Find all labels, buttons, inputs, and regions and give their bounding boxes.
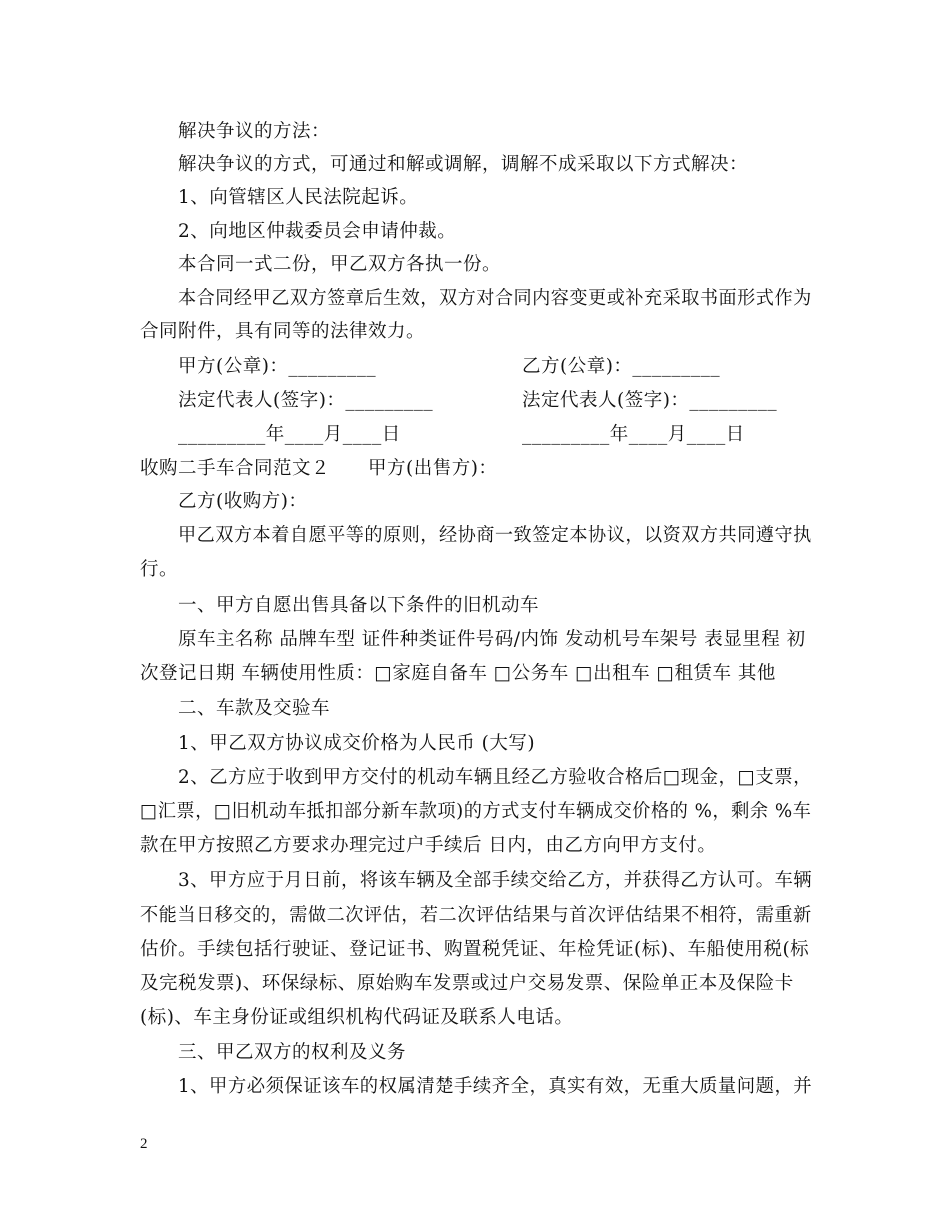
paragraph-line: (标)、车主身份证或组织机构代码证及联系人电话。	[140, 1007, 574, 1028]
paragraph-line: 2、向地区仲裁委员会申请仲裁。	[178, 221, 457, 242]
party-a-representative: 法定代表人(签字)：_________	[178, 390, 434, 411]
section-heading: 三、甲乙双方的权利及义务	[178, 1042, 407, 1063]
paragraph-line: 3、甲方应于月日前，将该车辆及全部手续交给乙方，并获得乙方认可。车辆	[178, 870, 813, 891]
paragraph-line: 甲乙双方本着自愿平等的原则，经协商一致签定本协议，以资双方共同遵守执	[178, 525, 812, 546]
paragraph-line: 本合同经甲乙双方签章后生效，双方对合同内容变更或补充采取书面形式作为	[178, 288, 812, 309]
paragraph-line: 1、向管辖区人民法院起诉。	[178, 187, 419, 208]
paragraph-line: □汇票，□旧机动车抵扣部分新车款项)的方式支付车辆成交价格的 %，剩余 %车	[140, 801, 812, 822]
party-b-representative: 法定代表人(签字)：_________	[522, 390, 778, 411]
paragraph-line: 及完税发票)、环保绿标、原始购车发票或过户交易发票、保险单正本及保险卡	[140, 973, 794, 994]
party-b-seal: 乙方(公章)：_________	[522, 356, 721, 377]
party-b-date: _________年____月____日	[522, 424, 745, 445]
party-a-seal: 甲方(公章)：_________	[178, 356, 377, 377]
paragraph-line: 解决争议的方法：	[178, 121, 331, 142]
paragraph-line: 款在甲方按照乙方要求办理完过户手续后 日内，由乙方向甲方支付。	[140, 835, 717, 856]
paragraph-line: 不能当日移交的，需做二次评估，若二次评估结果与首次评估结果不相符，需重新	[140, 905, 812, 926]
paragraph-line: 1、甲乙双方协议成交价格为人民币 (大写)	[178, 733, 536, 754]
paragraph-line: 解决争议的方式，可通过和解或调解，调解不成采取以下方式解决：	[178, 154, 749, 175]
paragraph-line: 1、甲方必须保证该车的权属清楚手续齐全，真实有效，无重大质量问题，并	[178, 1076, 813, 1097]
page-number: 2	[140, 1136, 148, 1152]
paragraph-line: 行。	[140, 559, 179, 580]
paragraph-line: 合同附件，具有同等的法律效力。	[140, 321, 426, 342]
party-a-date: _________年____月____日	[178, 424, 401, 445]
section-heading: 一、甲方自愿出售具备以下条件的旧机动车	[178, 595, 540, 616]
paragraph-line: 2、乙方应于收到甲方交付的机动车辆且经乙方验收合格后□现金，□支票，	[178, 767, 813, 788]
section-heading: 二、车款及交验车	[178, 698, 331, 719]
contract-title-line: 收购二手车合同范文２ 甲方(出售方)：	[140, 458, 498, 479]
paragraph-line: 本合同一式二份，甲乙双方各执一份。	[178, 254, 502, 275]
paragraph-line: 估价。手续包括行驶证、登记证书、购置税凭证、年检凭证(标)、车船使用税(标	[140, 939, 810, 960]
paragraph-line: 乙方(收购方)：	[178, 491, 308, 512]
paragraph-line: 次登记日期 车辆使用性质：□家庭自备车 □公务车 □出租车 □租赁车 其他	[140, 663, 776, 684]
paragraph-line: 原车主名称 品牌车型 证件种类证件号码/内饰 发动机号车架号 表显里程 初	[178, 629, 806, 650]
